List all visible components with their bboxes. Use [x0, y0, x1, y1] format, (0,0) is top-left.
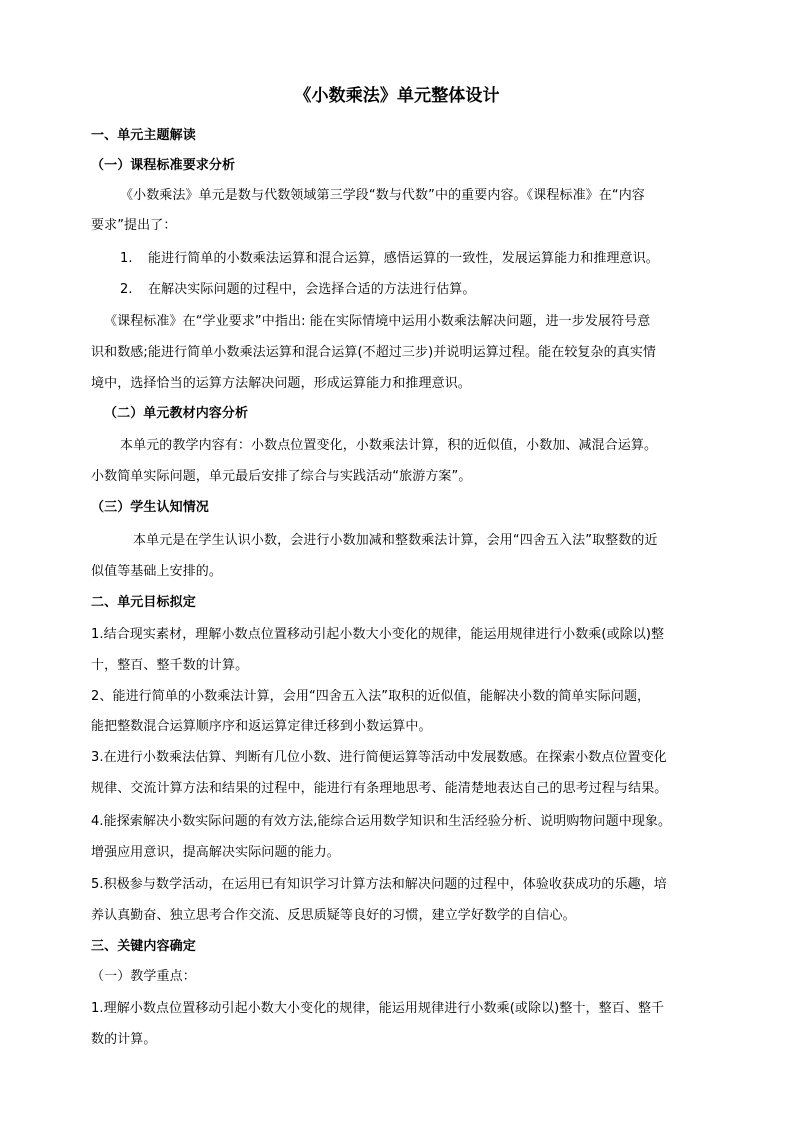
paragraph-line: 1.理解小数点位置移动引起小数大小变化的规律，能运用规律进行小数乘(或除以)整十，整百、整千: [91, 1001, 665, 1016]
goal-line: 4.能探索解决小数实际问题的有效方法,能综合运用数学知识和生活经验分析、说明购物问题中现象。: [91, 814, 672, 829]
goal-line: 3.在进行小数乘法估算、判断有几位小数、进行简便运算等活动中发展数感。在探索小数点位置变化: [91, 750, 667, 765]
goal-line: 增强应用意识，提高解决实际问题的能力。: [91, 845, 340, 860]
paragraph-line: 小数简单实际问题，单元最后安排了综合与实践活动“旅游方案”。: [91, 469, 472, 484]
section-1-heading: 一、单元主题解读: [91, 128, 196, 143]
section-2-heading: 二、单元目标拟定: [91, 595, 196, 610]
paragraph-line: 《课程标准》在“学业要求”中指出: 能在实际情境中运用小数乘法解决问题，进一步发展符号意: [104, 314, 651, 329]
paragraph-line: 《小数乘法》单元是数与代数领域第三学段“数与代数”中的重要内容。《课程标准》在“内容: [120, 188, 645, 203]
goal-line: 养认真勤奋、独立思考合作交流、反思质疑等良好的习惯，建立学好数学的自信心。: [91, 908, 576, 923]
goal-line: 1.结合现实素材，理解小数点位置移动引起小数大小变化的规律，能运用规律进行小数乘(或除以)整: [91, 627, 665, 642]
list-item-text: 能进行简单的小数乘法运算和混合运算，感悟运算的一致性，发展运算能力和推理意识。: [148, 251, 659, 266]
paragraph-line: 似值等基础上安排的。: [91, 564, 223, 579]
list-item-number: 2.: [120, 282, 133, 297]
subsection-1-3-heading: （三）学生认知情况: [91, 500, 209, 515]
paragraph-line: 本单元是在学生认识小数，会进行小数加减和整数乘法计算，会用“四舍五入法”取整数的近: [133, 533, 658, 548]
goal-line: 能把整数混合运算顺序序和返运算定律迁移到小数运算中。: [91, 719, 432, 734]
list-item: [120, 250, 659, 267]
subsection-1-1-heading: （一）课程标准要求分析: [91, 158, 236, 173]
paragraph-line: 本单元的教学内容有：小数点位置变化，小数乘法计算，积的近似值，小数加、减混合运算。: [120, 438, 658, 453]
paragraph-line: 境中，选择恰当的运算方法解决问题，形成运算能力和推理意识。: [91, 376, 471, 391]
goal-line: 2、能进行简单的小数乘法计算，会用“四舍五入法”取积的近似值，能解决小数的简单实际问题，: [91, 689, 651, 704]
paragraph-line: 数的计算。: [91, 1032, 157, 1047]
goal-line: 十，整百、整千数的计算。: [91, 658, 249, 673]
subsection-1-2-heading: （二）单元教材内容分析: [104, 406, 249, 421]
list-item: [120, 281, 476, 298]
goal-line: 规律、交流计算方法和结果的过程中，能进行有条理地思考、能清楚地表达自己的思考过程与结果。: [91, 781, 668, 796]
paragraph-line: 要求”提出了：: [91, 218, 177, 233]
subsection-3-1-heading: （一）教学重点：: [91, 969, 196, 984]
document-title: 《小数乘法》单元整体设计: [294, 86, 500, 106]
goal-line: 5.积极参与数学活动，在运用已有知识学习计算方法和解决问题的过程中，体验收获成功的乐趣，培: [91, 877, 667, 892]
list-item-text: 在解决实际问题的过程中，会选择合适的方法进行估算。: [148, 282, 476, 297]
section-3-heading: 三、关键内容确定: [91, 939, 196, 954]
paragraph-line: 识和数感;能进行简单小数乘法运算和混合运算(不超过三步)并说明运算过程。能在较复杂的真实情: [91, 345, 657, 360]
list-item-number: 1.: [120, 251, 133, 266]
